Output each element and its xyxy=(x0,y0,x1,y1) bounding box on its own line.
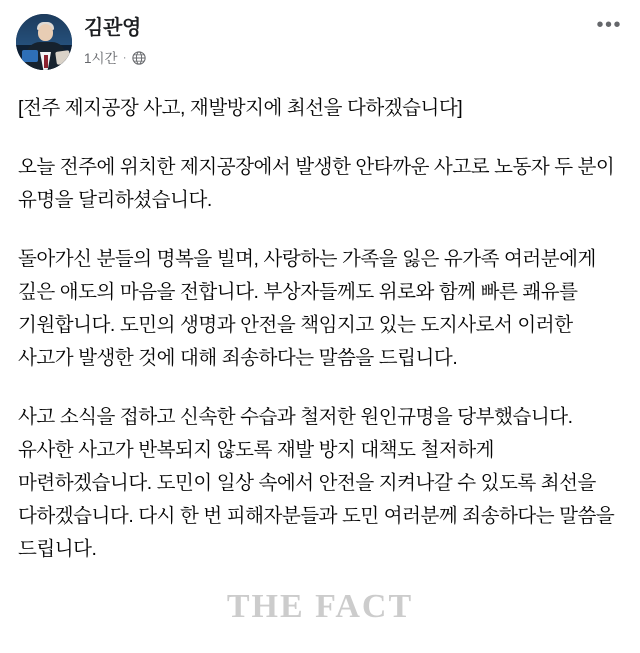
author-name[interactable]: 김관영 xyxy=(84,17,142,39)
post-paragraph-1: 오늘 전주에 위치한 제지공장에서 발생한 안타까운 사고로 노동자 두 분이 유명을 달리하셨습니다. xyxy=(18,156,615,211)
avatar-banner-left xyxy=(22,50,38,62)
post-body xyxy=(0,84,640,566)
post-options-menu-icon[interactable]: ••• xyxy=(596,14,622,36)
avatar-banner-right xyxy=(55,50,71,65)
avatar[interactable] xyxy=(16,14,72,70)
post-paragraph-2: 돌아가신 분들의 명복을 빌며, 사랑하는 가족을 잃은 유가족 여러분에게 깊은 애도의 마음을 전합니다. 부상자들께도 위로와 함께 빠른 쾌유를 기원합니다. 도민의 생명과 안전을 책임지고 있는 도지사로서 이러한 사고가 발생한 것에 대해 죄송하다는 말씀을 드립니다. xyxy=(18,248,596,369)
post-paragraph-3: 사고 소식을 접하고 신속한 수습과 철저한 원인규명을 당부했습니다. 유사한 사고가 반복되지 않도록 재발 방지 대책도 철저하게 마련하겠습니다. 도민이 일상 속에서 안전을 지켜나갈 수 있도록 최선을 다하겠습니다. 다시 한 번 피해자분들과 도민 여러분께 죄송하다는 말씀을 드립니다. xyxy=(18,406,615,560)
avatar-face xyxy=(38,24,53,41)
globe-icon[interactable] xyxy=(132,51,146,65)
post-paragraph-title: [전주 제지공장 사고, 재발방지에 최선을 다하겠습니다] xyxy=(18,97,463,119)
meta-separator: · xyxy=(122,50,127,64)
post-header xyxy=(0,0,640,84)
post-header-text xyxy=(72,14,588,67)
avatar-tie xyxy=(44,55,48,68)
post-meta xyxy=(84,47,588,67)
watermark: THE FACT xyxy=(226,588,414,625)
post-timestamp[interactable]: 1시간 xyxy=(84,51,118,66)
